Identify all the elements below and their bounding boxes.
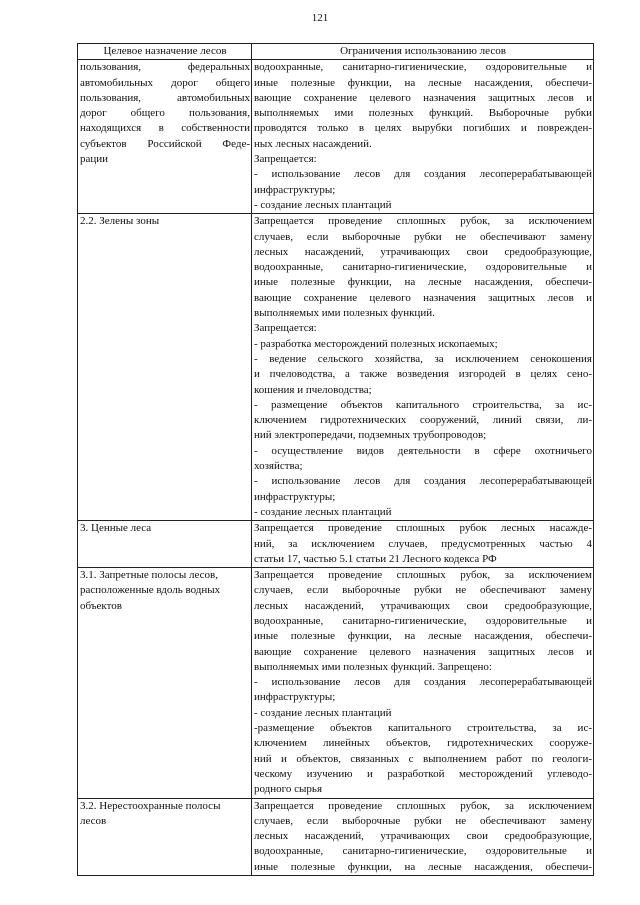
cell-text-line: лесных насаждений, утрачивающих свои средообразующие, [254, 245, 592, 258]
table-row [78, 214, 594, 521]
cell-text-line: - разработка месторождений полезных ископаемых; [254, 337, 498, 350]
table-row [78, 60, 594, 214]
cell-text-line: водоохранные, санитарно-гигиенические, оздоровительные и [254, 614, 592, 627]
table-body [78, 60, 594, 876]
cell-text-line: случаев, если выборочные рубки не обеспечивают замену [254, 230, 592, 243]
cell-text-line: выполняемых ими полезных функций. Запрещено: [254, 660, 492, 673]
forest-restrictions-table [77, 43, 594, 876]
cell-text-line: и пчеловодства, а также возведения изгородей в целях сено- [254, 368, 592, 381]
forest-purpose-cell [78, 568, 252, 798]
cell-text-line: иные полезные функции, на лесные насаждения, обеспечи- [254, 276, 592, 289]
cell-text-line: случаев, если выборочные рубки не обеспечивают замену [254, 814, 592, 827]
table-header-row [78, 44, 594, 60]
cell-text-line: инфраструктуры; [254, 490, 336, 503]
cell-text-line: хозяйства; [254, 460, 303, 473]
cell-text-line: выполняемых ими полезных функций. [254, 307, 435, 320]
cell-text-line: - осуществление видов деятельности в сфере охотничьего [254, 444, 592, 457]
cell-text-line: водоохранные, санитарно-гигиенические, оздоровительные и [254, 61, 592, 74]
header-usage-restrictions: Ограничения использованию лесов [252, 44, 594, 60]
cell-text-line: объектов [80, 599, 122, 612]
forest-purpose-cell [78, 521, 252, 568]
cell-text-line: субъектов Российской Феде- [80, 137, 250, 150]
cell-text-line: расположенные вдоль водных [80, 584, 221, 597]
forest-purpose-cell [78, 214, 252, 521]
cell-text-line: вающие сохранение целевого назначения защитных лесов и [254, 645, 592, 658]
cell-text-line: -размещение объектов капитального строительства, за ис- [254, 722, 592, 735]
cell-text-line: иные полезные функции, на лесные насаждения, обеспечи- [254, 76, 592, 89]
forest-purpose-cell [78, 60, 252, 214]
cell-text-line: - размещение объектов капитального строительства, за ис- [254, 398, 592, 411]
cell-text-line: - создание лесных плантаций [254, 198, 392, 211]
cell-text-line: водоохранные, санитарно-гигиенические, оздоровительные и [254, 261, 592, 274]
cell-text-line: ний электропередачи, подземных трубопроводов; [254, 429, 487, 442]
cell-text-line: инфраструктуры; [254, 183, 336, 196]
restrictions-cell [252, 798, 594, 875]
cell-text-line: кошения и пчеловодства; [254, 383, 372, 396]
cell-text-line: Запрещается проведение сплошных рубок, за исключением [254, 799, 592, 812]
cell-text-line: вающие сохранение целевого назначения защитных лесов и [254, 291, 592, 304]
cell-text-line: находящихся в собственности [80, 122, 250, 135]
cell-text-line: водоохранные, санитарно-гигиенические, оздоровительные и [254, 845, 592, 858]
page-number: 121 [311, 12, 329, 24]
cell-text-line: ключением гидротехнических сооружений, линий связи, ли- [254, 414, 592, 427]
cell-text-line: 2.2. Зелены зоны [80, 215, 160, 228]
cell-text-line: случаев, если выборочные рубки не обеспечивают замену [254, 584, 592, 597]
cell-text-line: ний и объектов, связанных с выполнением работ по геологи- [254, 752, 592, 765]
cell-text-line: родного сырья [254, 783, 323, 796]
table-row [78, 568, 594, 798]
cell-text-line: Запрещается проведение сплошных рубок, за исключением [254, 215, 592, 228]
cell-text-line: пользования, автомобильных [80, 91, 250, 104]
cell-text-line: ных лесных насаждений. [254, 137, 372, 150]
cell-text-line: - использование лесов для создания лесоперерабатывающей [254, 168, 592, 181]
cell-text-line: Запрещается: [254, 322, 317, 335]
cell-text-line: выполняемых ими полезных функций. Выборочные рубки [254, 107, 592, 120]
cell-text-line: лесных насаждений, утрачивающих свои средообразующие, [254, 830, 592, 843]
restrictions-cell [252, 60, 594, 214]
cell-text-line: ний, за исключением случаев, предусмотренных частью 4 [254, 537, 592, 550]
restrictions-cell [252, 214, 594, 521]
cell-text-line: лесов [80, 814, 107, 827]
cell-text-line: - использование лесов для создания лесоперерабатывающей [254, 475, 592, 488]
cell-text-line: проводятся только в целях вырубки погибших и поврежден- [254, 122, 592, 135]
cell-text-line: инфраструктуры; [254, 691, 336, 704]
header-forest-purpose: Целевое назначение лесов [78, 44, 252, 60]
restrictions-cell [252, 568, 594, 798]
cell-text-line: иные полезные функции, на лесные насаждения, обеспечи- [254, 860, 592, 873]
cell-text-line: рации [80, 153, 109, 166]
cell-text-line: - создание лесных плантаций [254, 505, 392, 518]
cell-text-line: Запрещается проведение сплошных рубок лесных насажде- [254, 522, 592, 535]
cell-text-line: - ведение сельского хозяйства, за исключением сенокошения [254, 352, 592, 365]
cell-text-line: автомобильных дорог общего [80, 76, 250, 89]
cell-text-line: пользования, федеральных [80, 61, 250, 74]
cell-text-line: Запрещается проведение сплошных рубок, за исключением [254, 569, 592, 582]
cell-text-line: 3.1. Запретные полосы лесов, [80, 569, 218, 582]
forest-purpose-cell [78, 798, 252, 875]
cell-text-line: - использование лесов для создания лесоперерабатывающей [254, 676, 592, 689]
cell-text-line: статьи 17, частью 5.1 статьи 21 Лесного кодекса РФ [254, 552, 497, 565]
table-row [78, 521, 594, 568]
cell-text-line: дорог общего пользования, [80, 107, 250, 120]
cell-text-line: иные полезные функции, на лесные насаждения, обеспечи- [254, 630, 592, 643]
cell-text-line: Запрещается: [254, 153, 317, 166]
cell-text-line: лесных насаждений, утрачивающих свои средообразующие, [254, 599, 592, 612]
cell-text-line: - создание лесных плантаций [254, 706, 392, 719]
cell-text-line: 3.2. Нерестоохранные полосы [80, 799, 221, 812]
table-row [78, 798, 594, 875]
cell-text-line: ческому изучению и разработкой месторождений углеводо- [254, 767, 592, 780]
cell-text-line: вающие сохранение целевого назначения защитных лесов и [254, 91, 592, 104]
cell-text-line: 3. Ценные леса [80, 522, 152, 535]
cell-text-line: ключением линейных объектов, гидротехнических сооруже- [254, 737, 592, 750]
restrictions-cell [252, 521, 594, 568]
